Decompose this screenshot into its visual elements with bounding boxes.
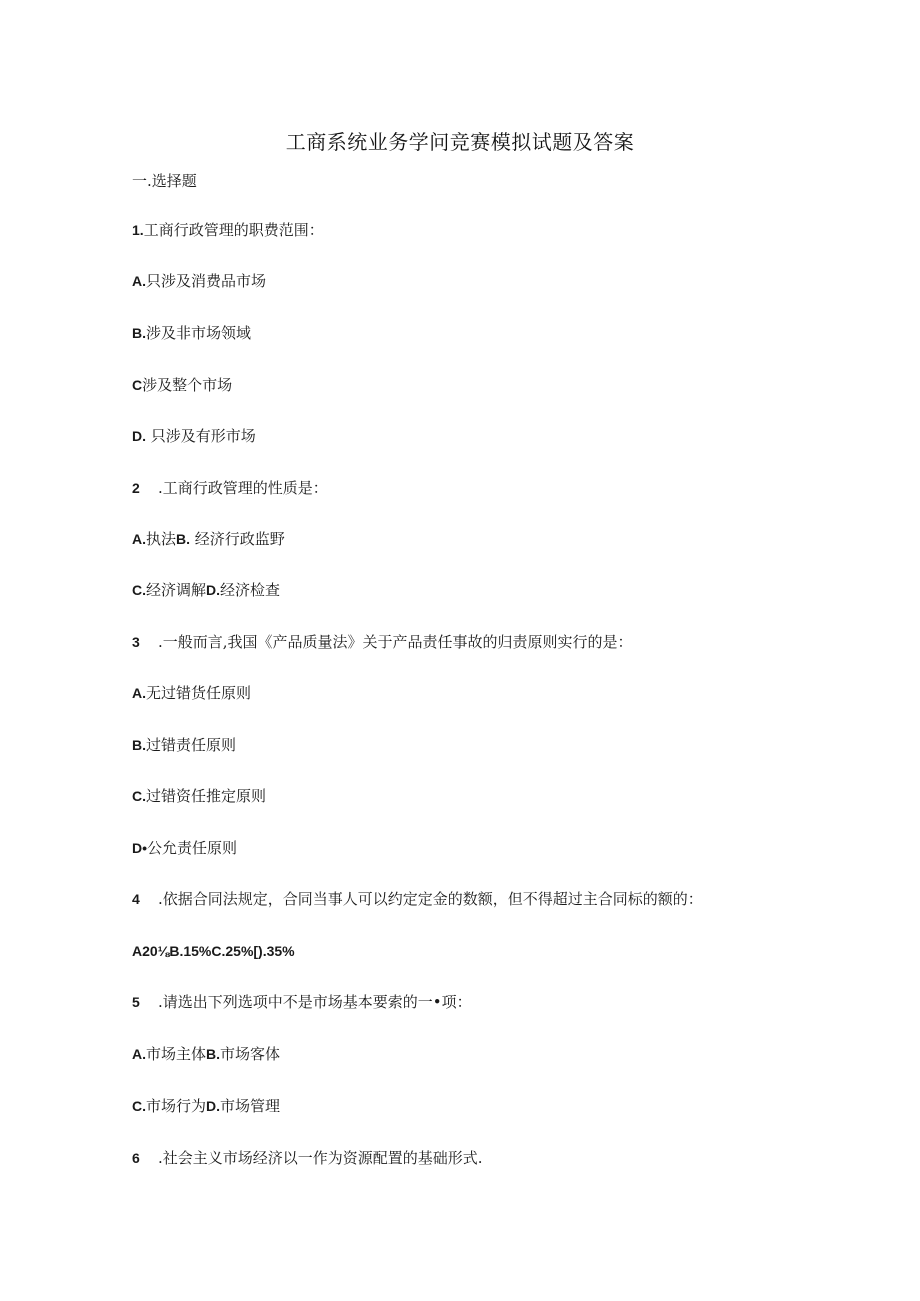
question-3-option-b [132,735,236,755]
option-text: 无过错货任原则 [146,684,252,702]
question-2-options-ab [132,529,285,549]
option-text: 涉及整个市场 [142,376,233,394]
section-heading: 一.选择题 [132,172,197,190]
question-1-option-a [132,271,266,291]
question-1-option-b [132,323,251,343]
question-3-option-d [132,838,237,858]
option-label: A. [132,531,146,547]
question-1 [132,220,324,240]
question-number: 2 [132,480,140,496]
question-text: .一般而言,我国《产品质量法》关于产品责任事故的归责原则实行的是： [158,633,633,651]
option-label: C [132,377,143,393]
question-text: .工商行政管理的性质是： [158,479,328,497]
question-5-options-ab [132,1044,280,1064]
option-text: 过错资任推定原则 [146,787,267,805]
option-label: D• [132,840,148,856]
page-title: 工商系统业务学问竞赛模拟试题及答案 [285,130,635,154]
question-5-options-cd [132,1096,280,1116]
option-label: A. [132,1046,146,1062]
option-label: C. [132,788,146,804]
question-number: 3 [132,634,140,650]
option-text: 市场管理 [220,1097,281,1115]
question-number: 5 [132,994,140,1010]
question-3-option-a [132,683,251,703]
question-text: .请选出下列选项中不是市场基本要索的一•项： [158,993,472,1011]
question-2-options-cd [132,580,280,600]
option-text: 涉及非市场领域 [146,324,252,342]
question-4-answer-options: A20⅛B.15%C.25%[).35% [132,943,295,959]
option-label: D. [206,582,221,598]
question-text: .依据合同法规定，合同当事人可以约定定金的数额，但不得超过主合同标的额的： [158,890,703,908]
question-5 [132,992,472,1012]
option-text: 公允责任原则 [147,839,238,857]
question-2 [132,478,328,498]
option-text: 执法 [146,530,177,548]
option-label: D. [206,1098,221,1114]
option-label: A. [132,273,146,289]
question-3-option-c [132,786,266,806]
question-1-option-c [132,375,232,395]
option-label: B. [176,531,191,547]
option-label: C. [132,582,146,598]
question-4 [132,889,703,909]
question-number: 4 [132,891,140,907]
option-label: B. [132,325,146,341]
question-1-option-d [132,426,256,446]
option-text: 过错责任原则 [146,736,237,754]
question-text: 工商行政管理的职费范围： [143,221,324,239]
question-6 [132,1148,483,1168]
option-label: B. [206,1046,221,1062]
question-3 [132,632,633,652]
option-text: 经济调解 [146,581,207,599]
question-number: 1. [132,222,144,238]
option-text: 经济检查 [220,581,281,599]
option-label: A. [132,685,146,701]
question-text: .社会主义市场经济以一作为资源配置的基础形式. [158,1149,483,1167]
option-text: 经济行政监野 [190,530,285,548]
option-text: 只涉及有形市场 [146,427,256,445]
option-label: D. [132,428,146,444]
option-text: 市场客体 [220,1045,281,1063]
question-number: 6 [132,1150,140,1166]
option-label: C. [132,1098,146,1114]
option-text: 只涉及消费品市场 [146,272,267,290]
option-text: 市场行为 [146,1097,207,1115]
option-text: 市场主体 [146,1045,207,1063]
option-label: B. [132,737,146,753]
